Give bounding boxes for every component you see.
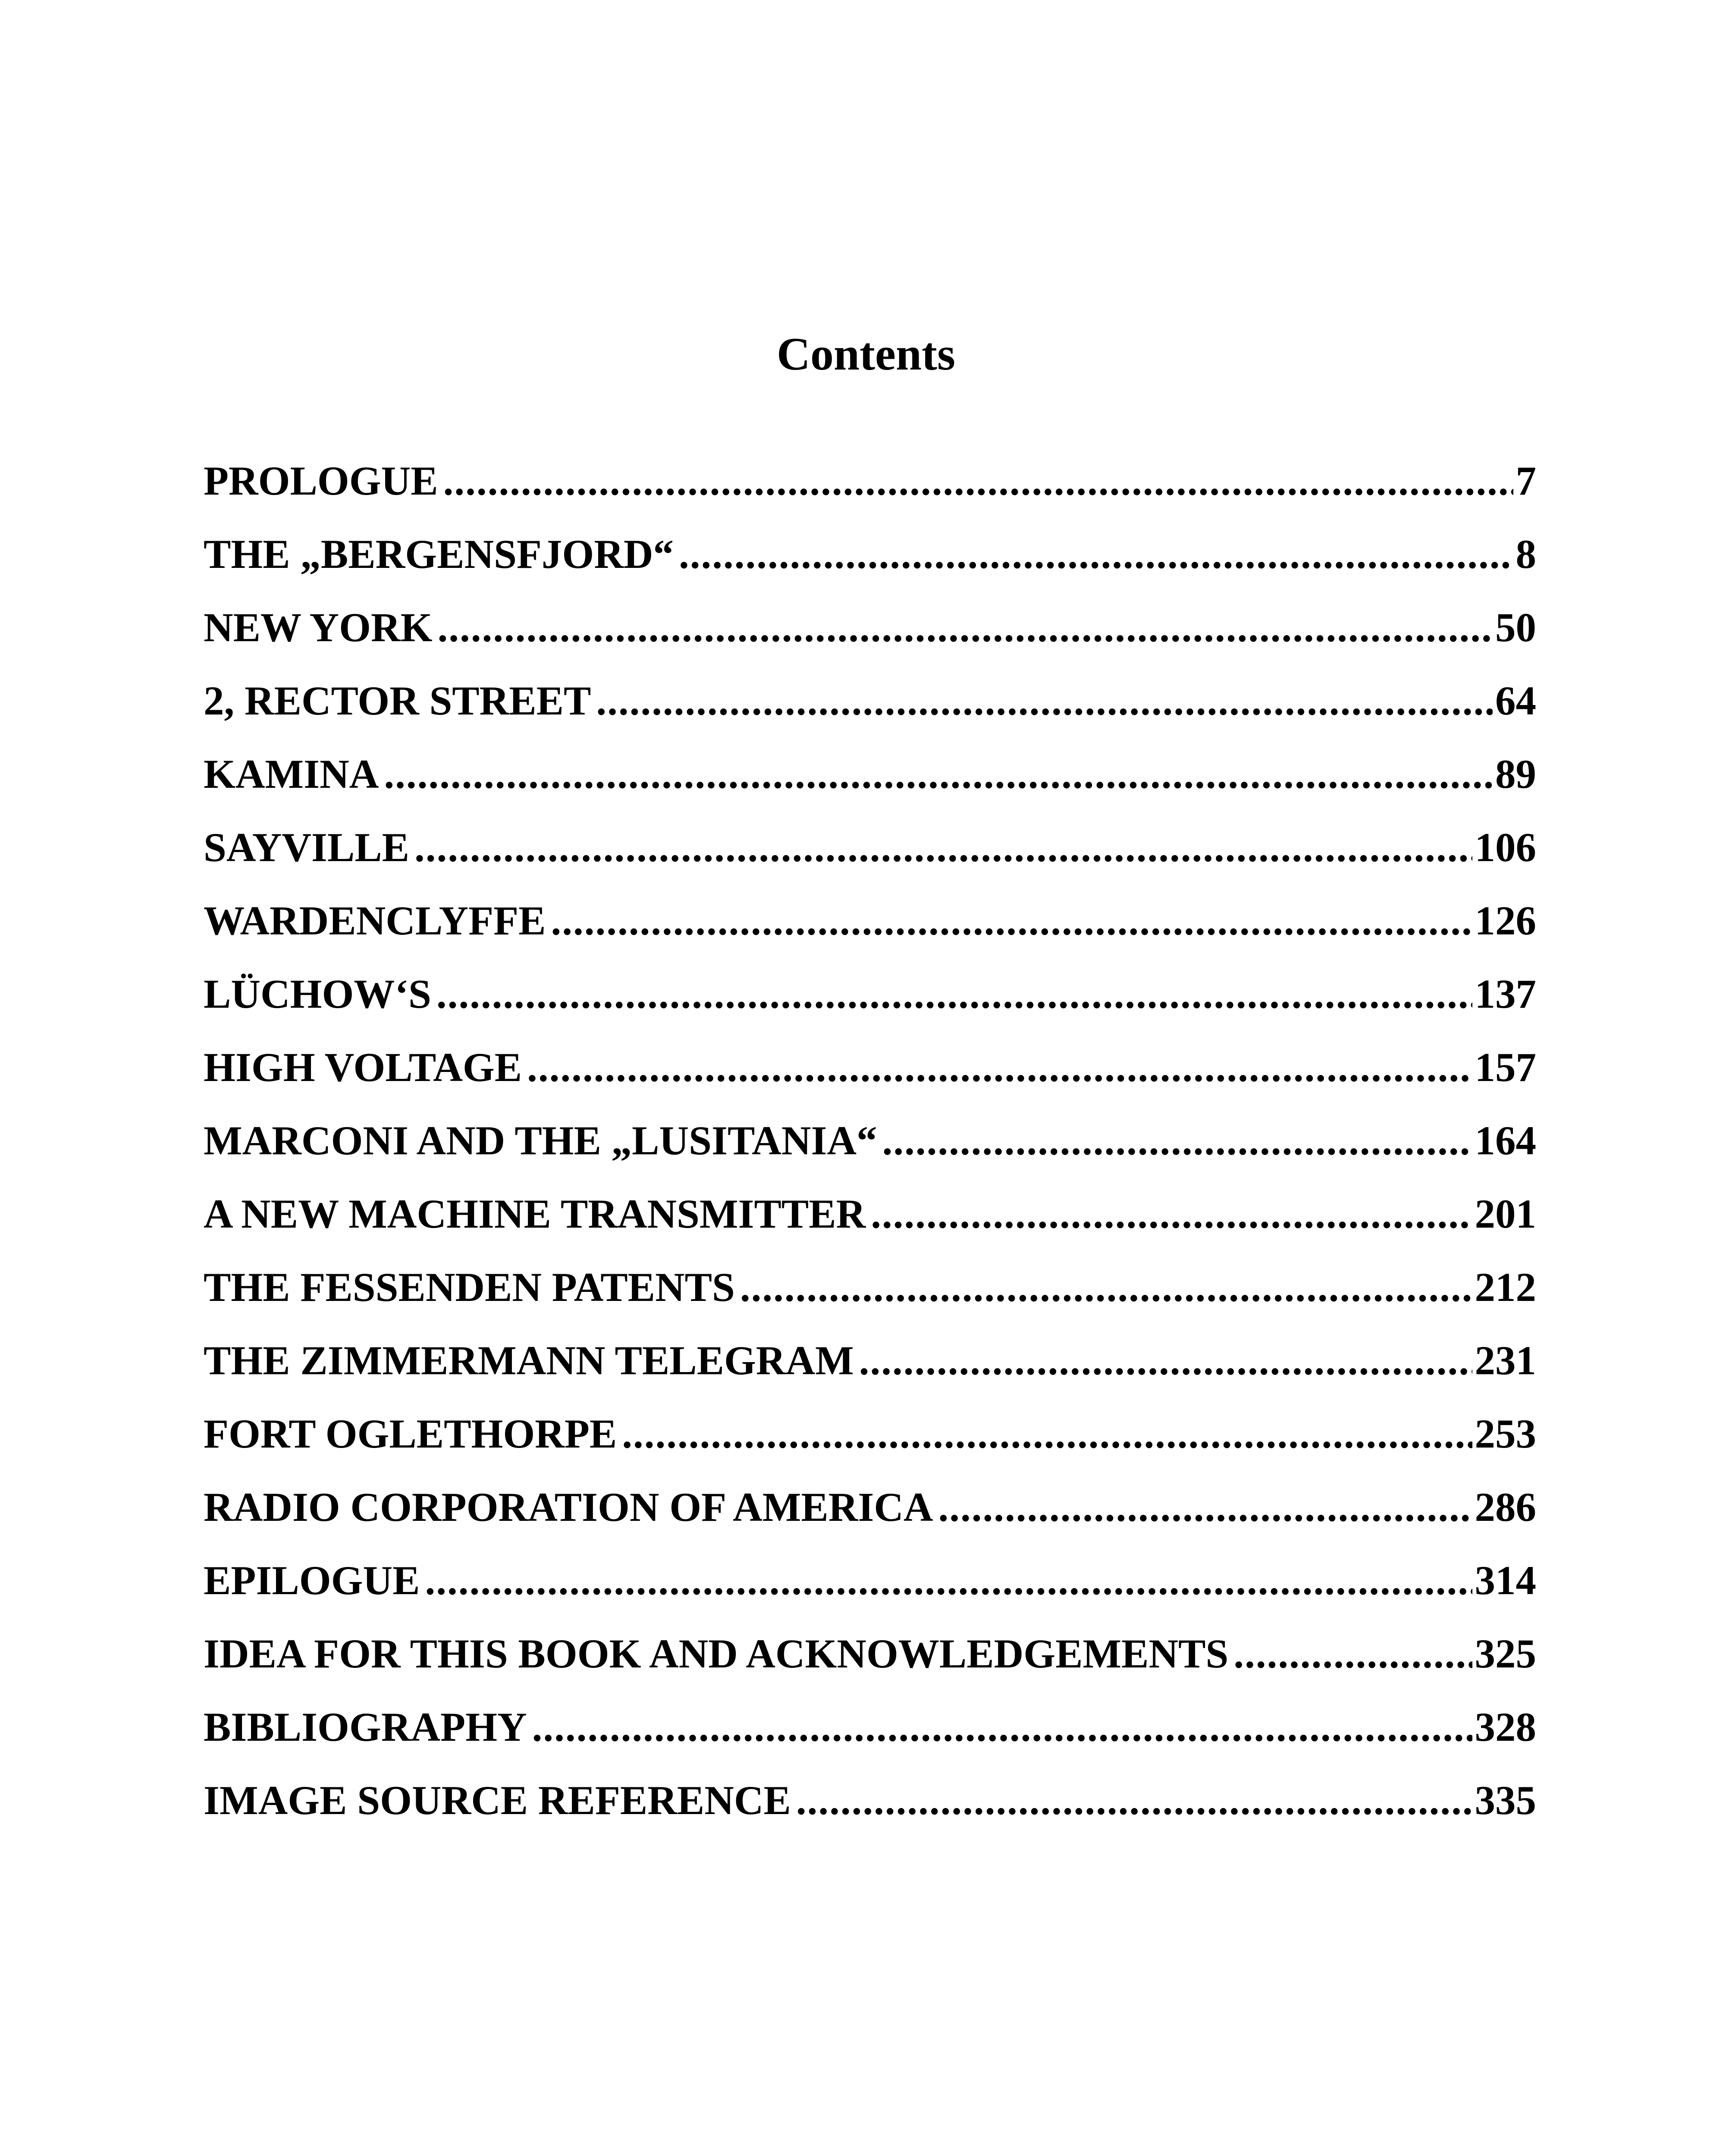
toc-entry-title: SAYVILLE bbox=[204, 824, 409, 870]
toc-entry[interactable] bbox=[204, 1470, 1536, 1544]
toc-entry-title: 2, RECTOR STREET bbox=[204, 678, 591, 724]
toc-entry[interactable] bbox=[204, 1690, 1536, 1764]
toc-entry-title: HIGH VOLTAGE bbox=[204, 1044, 522, 1090]
toc-entry[interactable] bbox=[204, 957, 1536, 1031]
toc-dot-leader bbox=[796, 1764, 1472, 1837]
toc-entry[interactable] bbox=[204, 1764, 1536, 1837]
toc-dot-leader bbox=[622, 1397, 1472, 1470]
toc-page-number: 253 bbox=[1475, 1411, 1536, 1457]
toc-entry[interactable] bbox=[204, 1617, 1536, 1690]
toc-page-number: 231 bbox=[1475, 1338, 1536, 1383]
toc-entry[interactable] bbox=[204, 664, 1536, 737]
toc-dot-leader bbox=[882, 1104, 1472, 1177]
toc-page-number: 286 bbox=[1475, 1484, 1536, 1530]
toc-page-number: 164 bbox=[1475, 1118, 1536, 1163]
toc-entry[interactable] bbox=[204, 1250, 1536, 1324]
toc-page-number: 325 bbox=[1475, 1631, 1536, 1677]
toc-entry-title: MARCONI AND THE „LUSITANIA“ bbox=[204, 1118, 877, 1163]
toc-entry[interactable] bbox=[204, 1397, 1536, 1470]
toc-dot-leader bbox=[384, 737, 1493, 811]
toc-entry-title: THE „BERGENSFJORD“ bbox=[204, 531, 674, 577]
toc-page-number: 157 bbox=[1475, 1044, 1536, 1090]
toc-dot-leader bbox=[938, 1470, 1472, 1544]
toc-dot-leader bbox=[443, 444, 1513, 517]
toc-entry[interactable] bbox=[204, 444, 1536, 517]
toc-dot-leader bbox=[551, 884, 1472, 957]
toc-page-number: 106 bbox=[1475, 824, 1536, 870]
toc-entry[interactable] bbox=[204, 517, 1536, 591]
toc-entry-title: FORT OGLETHORPE bbox=[204, 1411, 617, 1457]
toc-entry[interactable] bbox=[204, 1177, 1536, 1250]
toc-entry-title: RADIO CORPORATION OF AMERICA bbox=[204, 1484, 933, 1530]
toc-dot-leader bbox=[437, 591, 1493, 664]
toc-entry[interactable] bbox=[204, 811, 1536, 884]
toc-dot-leader bbox=[436, 957, 1472, 1031]
page-title: Contents bbox=[776, 329, 956, 380]
toc-page-number: 64 bbox=[1495, 678, 1536, 724]
toc-entry-title: LÜCHOW‘S bbox=[204, 971, 431, 1017]
toc-dot-leader bbox=[527, 1031, 1472, 1104]
toc-entry-title: IDEA FOR THIS BOOK AND ACKNOWLEDGEMENTS bbox=[204, 1631, 1229, 1677]
toc-entry-title: PROLOGUE bbox=[204, 458, 438, 504]
toc-entry[interactable] bbox=[204, 1031, 1536, 1104]
toc-page-number: 212 bbox=[1475, 1264, 1536, 1310]
toc-page-number: 328 bbox=[1475, 1704, 1536, 1750]
toc-entry[interactable] bbox=[204, 591, 1536, 664]
toc-entry[interactable] bbox=[204, 1324, 1536, 1397]
toc-dot-leader bbox=[740, 1250, 1472, 1324]
toc-dot-leader bbox=[679, 517, 1513, 591]
toc-entry[interactable] bbox=[204, 1544, 1536, 1617]
toc-dot-leader bbox=[871, 1177, 1472, 1250]
toc-entry-title: THE ZIMMERMANN TELEGRAM bbox=[204, 1338, 854, 1383]
toc-entry-title: BIBLIOGRAPHY bbox=[204, 1704, 527, 1750]
toc-entry-title: NEW YORK bbox=[204, 605, 433, 650]
toc-page-number: 201 bbox=[1475, 1191, 1536, 1237]
toc-entry-title: THE FESSENDEN PATENTS bbox=[204, 1264, 735, 1310]
toc-dot-leader bbox=[596, 664, 1493, 737]
toc-dot-leader bbox=[414, 811, 1472, 884]
toc-page-number: 7 bbox=[1516, 458, 1536, 504]
toc-entry-title: EPILOGUE bbox=[204, 1557, 420, 1603]
toc-entry[interactable] bbox=[204, 737, 1536, 811]
toc-dot-leader bbox=[532, 1690, 1472, 1764]
toc-entry[interactable] bbox=[204, 1104, 1536, 1177]
toc-page-number: 335 bbox=[1475, 1777, 1536, 1823]
toc-dot-leader bbox=[425, 1544, 1472, 1617]
toc-page-number: 8 bbox=[1516, 531, 1536, 577]
toc-page-number: 89 bbox=[1495, 751, 1536, 797]
toc-dot-leader bbox=[1233, 1617, 1472, 1690]
toc-page-number: 50 bbox=[1495, 605, 1536, 650]
toc-entry-title: IMAGE SOURCE REFERENCE bbox=[204, 1777, 791, 1823]
toc-dot-leader bbox=[859, 1324, 1472, 1397]
table-of-contents bbox=[204, 444, 1536, 1837]
toc-page-number: 137 bbox=[1475, 971, 1536, 1017]
toc-entry-title: WARDENCLYFFE bbox=[204, 898, 546, 943]
toc-page-number: 314 bbox=[1475, 1557, 1536, 1603]
toc-page-number: 126 bbox=[1475, 898, 1536, 943]
toc-entry-title: KAMINA bbox=[204, 751, 379, 797]
toc-entry-title: A NEW MACHINE TRANSMITTER bbox=[204, 1191, 866, 1237]
toc-entry[interactable] bbox=[204, 884, 1536, 957]
